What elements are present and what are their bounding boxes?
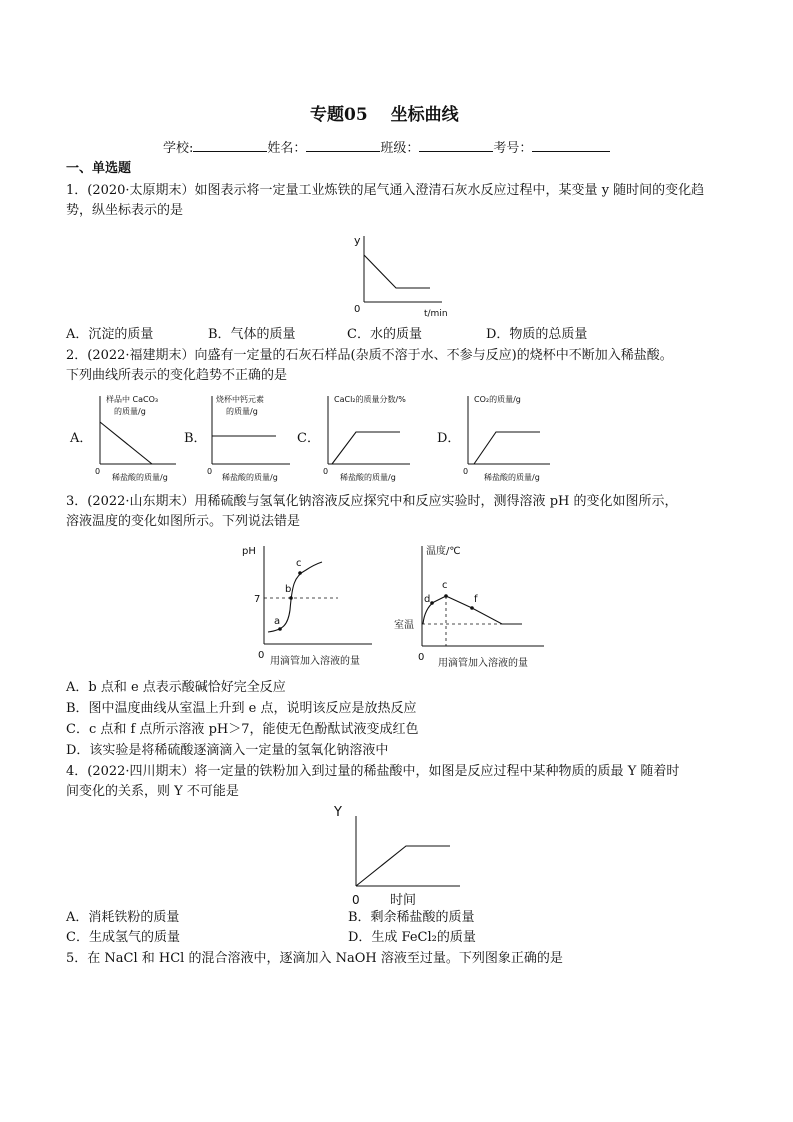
q1-curve (364, 255, 430, 288)
q4-origin: 0 (352, 893, 360, 907)
q2a-curve (100, 422, 152, 464)
temp-origin: 0 (418, 652, 425, 663)
q2c-origin: 0 (323, 467, 329, 476)
q2-option-c[interactable]: C． (297, 431, 320, 446)
q2a-y-label-1: 样品中 CaCO₃ (106, 395, 159, 404)
q2-graph-a (92, 392, 184, 484)
ph-label-c: c (296, 558, 302, 569)
q1-x-label: t/min (424, 309, 448, 319)
temp-point-f (470, 606, 474, 610)
q1-option-b[interactable]: B．气体的质量 (208, 327, 296, 342)
student-info-row (163, 139, 610, 158)
number-label: 考号： (493, 141, 533, 156)
ph-x-label: 用滴管加入溶液的量 (270, 656, 360, 667)
q3-option-c[interactable]: C．c 点和 f 点所示溶液 pH＞7，能使无色酚酞试液变成红色 (66, 722, 419, 737)
page-title: 专题05 坐标曲线 (310, 105, 459, 125)
q2c-curve (332, 432, 400, 464)
temp-x-label: 用滴管加入溶液的量 (438, 658, 528, 669)
q3-option-d[interactable]: D．该实验是将稀硫酸逐滴滴入一定量的氢氧化钠溶液中 (66, 743, 389, 758)
ph-point-a (278, 627, 282, 631)
temp-y-label: 温度/℃ (426, 546, 461, 557)
q3-stem-line1: 3．(2022·山东期末）用稀硫酸与氢氧化钠溶液反应探究中和反应实验时，测得溶液 pH 的变化如图所示， (66, 494, 678, 509)
q2b-y-label-1: 烧杯中钙元素 (216, 395, 264, 404)
ph-origin: 0 (258, 650, 265, 661)
number-field[interactable] (532, 139, 610, 152)
q3-option-b[interactable]: B．图中温度曲线从室温上升到 e 点，说明该反应是放热反应 (66, 701, 417, 716)
q2c-x-label: 稀盐酸的质量/g (340, 473, 396, 482)
name-label: 姓名： (267, 141, 307, 156)
q4-graph (328, 800, 468, 910)
school-label: 学校: (163, 141, 194, 156)
q3-stem-line2: 溶液温度的变化如图所示。下列说法错是 (66, 514, 301, 529)
q2-stem-line1: 2．(2022·福建期末）向盛有一定量的石灰石样品(杂质不溶于水、不参与反应)的烧杯中不断加入稀盐酸。 (66, 348, 673, 363)
q2-graph-b (204, 392, 296, 484)
q1-stem: 1．(2020·太原期末）如图表示将一定量工业炼铁的尾气通入澄清石灰水反应过程中，某变量 y 随时间的变化趋势，纵坐标表示的是 (66, 183, 705, 218)
school-field[interactable] (193, 139, 267, 152)
q5-stem: 5．在 NaCl 和 HCl 的混合溶液中，逐滴加入 NaOH 溶液至过量。下列图象正确的是 (66, 951, 563, 966)
q4-x-label: 时间 (390, 893, 417, 908)
q4-option-b[interactable]: B．剩余稀盐酸的质量 (348, 910, 475, 925)
q1-option-c[interactable]: C．水的质量 (347, 327, 422, 342)
q2-graph-d (460, 392, 560, 484)
q4-option-a[interactable]: A．消耗铁粉的质量 (66, 910, 180, 925)
q2a-y-label-2: 的质量/g (114, 407, 146, 416)
q4-option-c[interactable]: C．生成氢气的质量 (66, 930, 180, 945)
q3-ph-graph (240, 540, 380, 670)
q4-y-label: Y (334, 805, 342, 820)
q2c-y-label-1: CaCl₂的质量分数/% (334, 395, 406, 404)
q4-option-d[interactable]: D．生成 FeCl₂的质量 (348, 930, 476, 945)
q2b-x-label: 稀盐酸的质量/g (222, 473, 278, 482)
ph-label-b: b (285, 584, 292, 595)
ph-y-label: pH (242, 546, 256, 557)
q1-option-d[interactable]: D．物质的总质量 (486, 327, 588, 342)
q2a-x-label: 稀盐酸的质量/g (112, 473, 168, 482)
temp-label-c: c (442, 580, 448, 591)
q2d-y-label-1: CO₂的质量/g (474, 395, 521, 404)
q1-graph (340, 230, 450, 320)
q1-origin: 0 (354, 304, 361, 315)
q2a-origin: 0 (95, 467, 101, 476)
q2b-origin: 0 (207, 467, 213, 476)
temp-point-d (430, 601, 434, 605)
ph-tick-7: 7 (254, 594, 261, 605)
q2d-curve (474, 432, 540, 464)
q2d-x-label: 稀盐酸的质量/g (484, 473, 540, 482)
q1-y-label: y (354, 234, 361, 247)
q4-stem-line2: 间变化的关系，则 Y 不可能是 (66, 784, 239, 799)
q2-graph-c (320, 392, 420, 484)
ph-point-b (289, 596, 293, 600)
ph-point-c (298, 571, 302, 575)
class-label: 班级： (380, 141, 420, 156)
q3-option-a[interactable]: A．b 点和 e 点表示酸碱恰好完全反应 (66, 680, 286, 695)
name-field[interactable] (306, 139, 380, 152)
temp-point-c (444, 594, 448, 598)
q2-option-d[interactable]: D． (437, 431, 461, 446)
q2b-y-label-2: 的质量/g (226, 407, 258, 416)
q1-option-a[interactable]: A．沉淀的质量 (66, 327, 154, 342)
q4-curve (356, 846, 450, 886)
q4-stem-line1: 4．(2022·四川期末）将一定量的铁粉加入到过量的稀盐酸中，如图是反应过程中某种物质的质最 Y 随着时 (66, 764, 680, 779)
class-field[interactable] (419, 139, 493, 152)
q2-option-a[interactable]: A． (70, 431, 93, 446)
temp-label-d: d (424, 594, 431, 605)
q3-temp-graph (394, 540, 554, 672)
ph-label-a: a (274, 616, 281, 627)
section-title: 一、单选题 (66, 161, 132, 176)
temp-curve (423, 596, 522, 624)
q2-stem-line2: 下列曲线所表示的变化趋势不正确的是 (66, 368, 288, 383)
temp-room-label: 室温 (394, 620, 414, 631)
temp-label-f: f (474, 594, 478, 605)
q2-option-b[interactable]: B． (184, 431, 207, 446)
q2d-origin: 0 (463, 467, 469, 476)
